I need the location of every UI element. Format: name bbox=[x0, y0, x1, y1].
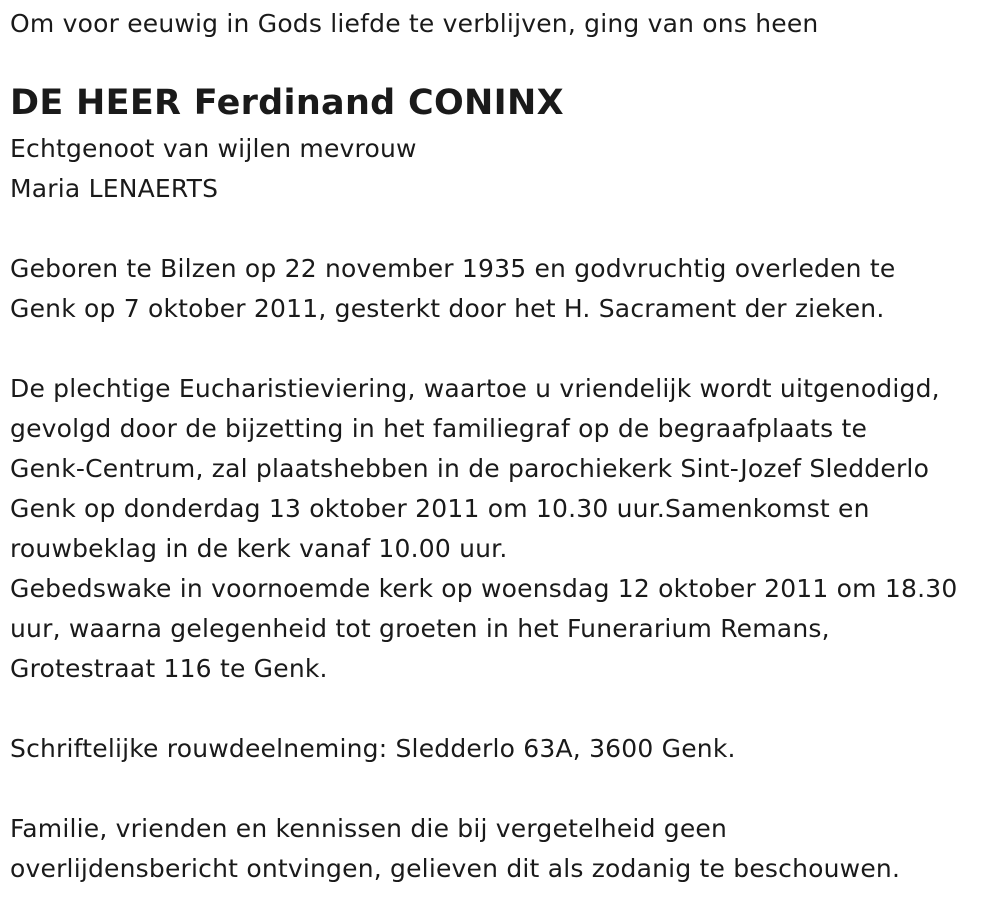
spouse-line-1: Echtgenoot van wijlen mevrouw bbox=[10, 134, 417, 163]
paragraph-line: De plechtige Eucharistieviering, waartoe u vriendelijk wordt uitgenodigd, bbox=[10, 374, 940, 403]
paragraph-line: Genk-Centrum, zal plaatshebben in de parochiekerk Sint-Jozef Sledderlo bbox=[10, 454, 930, 483]
paragraph-line: overlijdensbericht ontvingen, gelieven dit als zodanig te beschouwen. bbox=[10, 854, 901, 883]
paragraph-line: gevolgd door de bijzetting in het familiegraf op de begraafplaats te bbox=[10, 414, 868, 443]
paragraph-line: rouwbeklag in de kerk vanaf 10.00 uur. bbox=[10, 534, 508, 563]
paragraph-line: Grotestraat 116 te Genk. bbox=[10, 654, 328, 683]
paragraph-line: Gebedswake in voornoemde kerk op woensdag 12 oktober 2011 om 18.30 bbox=[10, 574, 958, 603]
spacer bbox=[10, 329, 995, 369]
spacer bbox=[10, 209, 995, 249]
birth-death-paragraph bbox=[10, 249, 995, 329]
spacer bbox=[10, 689, 995, 729]
obituary-notice bbox=[10, 4, 995, 889]
paragraph-line: Familie, vrienden en kennissen die bij vergetelheid geen bbox=[10, 814, 728, 843]
paragraph-line: Geboren te Bilzen op 22 november 1935 en godvruchtig overleden te bbox=[10, 254, 896, 283]
ceremony-paragraph bbox=[10, 369, 995, 689]
spacer bbox=[10, 769, 995, 809]
intro-text: Om voor eeuwig in Gods liefde te verblijven, ging van ons heen bbox=[10, 9, 819, 38]
closing-paragraph bbox=[10, 809, 995, 889]
condolence-address: Schriftelijke rouwdeelneming: Sledderlo 63A, 3600 Genk. bbox=[10, 734, 736, 763]
paragraph-line: Genk op donderdag 13 oktober 2011 om 10.30 uur.Samenkomst en bbox=[10, 494, 870, 523]
paragraph-line: uur, waarna gelegenheid tot groeten in het Funerarium Remans, bbox=[10, 614, 830, 643]
paragraph-line: Genk op 7 oktober 2011, gesterkt door het H. Sacrament der zieken. bbox=[10, 294, 885, 323]
deceased-name: DE HEER Ferdinand CONINX bbox=[10, 83, 564, 123]
spouse-line-2: Maria LENAERTS bbox=[10, 174, 219, 203]
